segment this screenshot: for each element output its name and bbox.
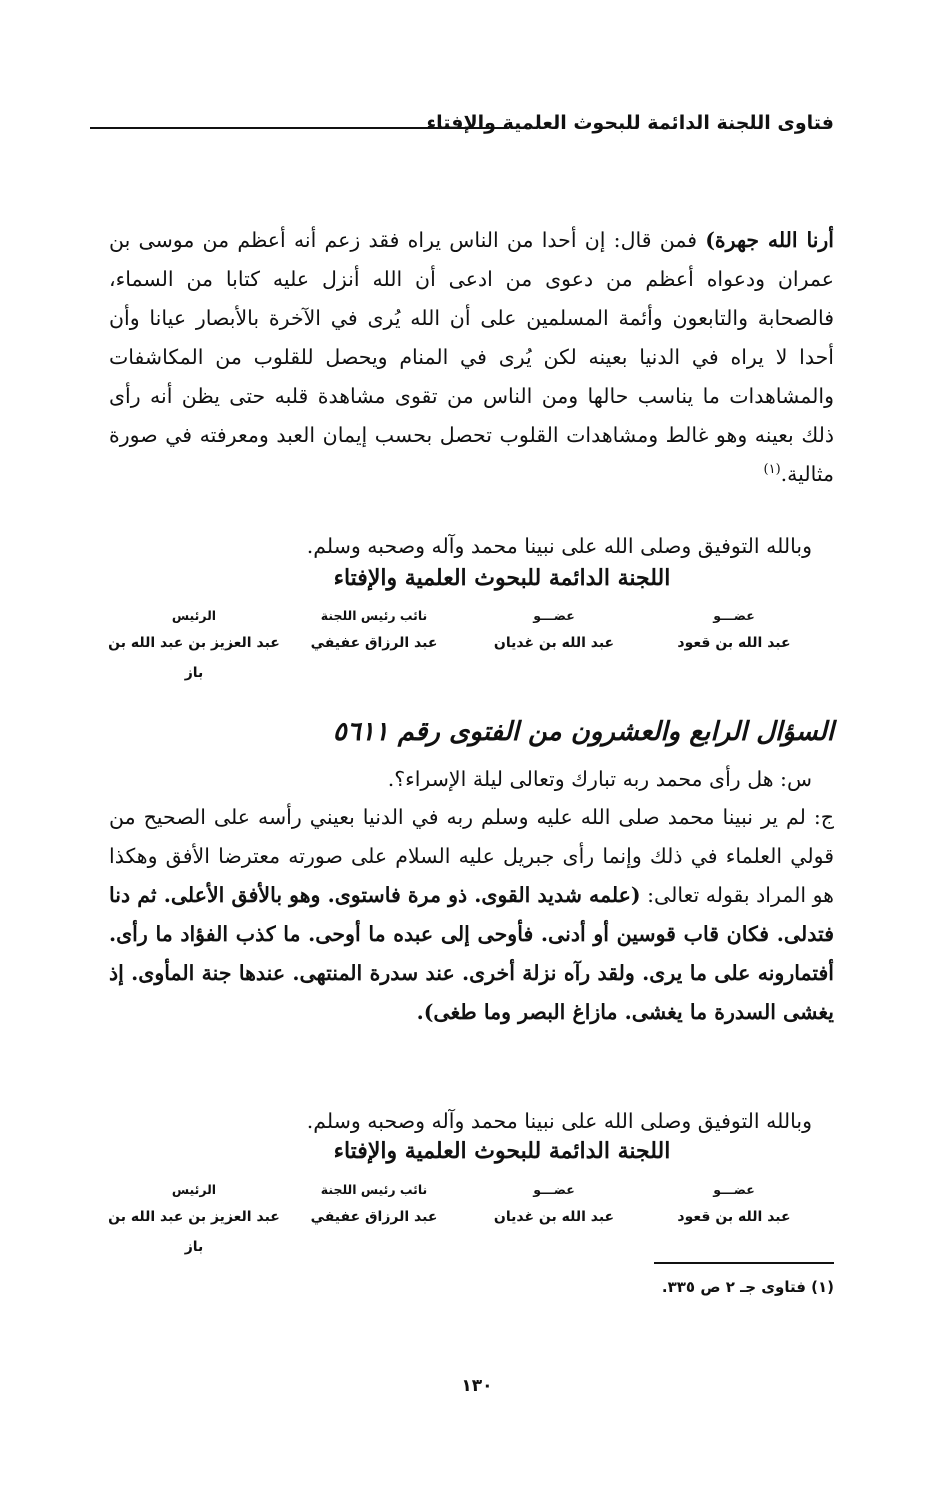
- answer-paragraph: [109, 798, 834, 1032]
- signatory: [464, 604, 644, 664]
- signatory-role: عضـــو: [713, 608, 755, 623]
- footnote: (١) فتاوى جـ ٢ ص ٣٣٥.: [661, 1278, 834, 1296]
- signatory: [464, 1178, 644, 1238]
- signatory-name: عبد الله بن غديان: [493, 635, 615, 651]
- running-header-title: فتاوى اللجنة الدائمة للبحوث العلمية والإفتاء: [426, 112, 834, 134]
- quranic-quote: (علمه شديد القوى. ذو مرة فاستوى. وهو بالأفق الأعلى. ثم دنا فتدلى. فكان قاب قوسين أو أدنى. فأوحى إلى عبده ما أوحى. ما كذب الفؤاد ما رأى. أفتمارونه على ما يرى. ولقد رآه نزلة أخرى. عند سدرة المنتهى. عندها جنة المأوى. إذ يغشى السدرة ما يغشى. مازاغ البصر وما طغى).: [109, 883, 834, 1024]
- page-number: ١٣٠: [461, 1376, 493, 1396]
- paragraph-text: فمن قال: إن أحدا من الناس يراه فقد زعم أنه أعظم من موسى بن عمران ودعواه أعظم من دعوى من ادعى أن الله أنزل عليه كتابا من السماء، فالصحابة والتابعون وأئمة المسلمين على أن الله يُرى في الآخرة بالأبصار عيانا وأن أحدا لا يراه في الدنيا بعينه لكن يُرى في المنام ويحصل للقلوب من المكاشفات والمشاهدات ما يناسب حالها ومن الناس من تقوى مشاهدة قلبه حتى يظن أنه رأى ذلك بعينه وهو غالط ومشاهدات القلوب تحصل بحسب إيمان العبد ومعرفته في صورة مثالية.: [109, 228, 834, 486]
- signatories-block: [104, 1178, 824, 1255]
- verse-ending: أرنا الله جهرة): [705, 228, 834, 252]
- closing-formula: وبالله التوفيق وصلى الله على نبينا محمد وآله وصحبه وسلم.: [306, 534, 812, 558]
- signatory-role: عضـــو: [713, 1182, 755, 1197]
- signatory-name: عبد العزيز بن عبد الله بن باز: [108, 1209, 280, 1255]
- signatory-role: عضـــو: [533, 1182, 575, 1197]
- signatory: [644, 1178, 824, 1238]
- signatory-name: عبد الله بن غديان: [493, 1209, 615, 1225]
- question-text: س: هل رأى محمد ربه تبارك وتعالى ليلة الإسراء؟.: [387, 767, 812, 791]
- closing-formula: وبالله التوفيق وصلى الله على نبينا محمد وآله وصحبه وسلم.: [306, 1109, 812, 1133]
- signatory-role: نائب رئيس اللجنة: [320, 608, 428, 623]
- committee-name: اللجنة الدائمة للبحوث العلمية والإفتاء: [333, 565, 671, 591]
- signatory: [104, 604, 284, 681]
- signatory: [104, 1178, 284, 1255]
- signatory: [644, 604, 824, 664]
- signatory-role: الرئيس: [171, 608, 217, 623]
- signatory-role: عضـــو: [533, 608, 575, 623]
- signatory-role: نائب رئيس اللجنة: [320, 1182, 428, 1197]
- signatory-name: عبد الرزاق عفيفي: [310, 635, 438, 651]
- running-header: [90, 112, 834, 142]
- signatory-name: عبد الرزاق عفيفي: [310, 1209, 438, 1225]
- signatory-name: عبد العزيز بن عبد الله بن باز: [108, 635, 280, 681]
- fatwa-heading: السؤال الرابع والعشرون من الفتوى رقم ٥٦١١: [332, 717, 834, 747]
- fatwa-1-continuation-paragraph: [109, 221, 834, 494]
- committee-name: اللجنة الدائمة للبحوث العلمية والإفتاء: [333, 1138, 671, 1164]
- answer-text: ج: لم ير نبينا محمد صلى الله عليه وسلم ربه في الدنيا بعيني رأسه على الصحيح من قولي العلماء في ذلك وإنما رأى جبريل عليه السلام على صورته معترضا الأفق وهكذا هو المراد بقوله تعالى:: [109, 805, 834, 907]
- signatory: [284, 604, 464, 664]
- signatory: [284, 1178, 464, 1238]
- footnote-rule: [654, 1262, 834, 1264]
- signatory-name: عبد الله بن قعود: [677, 1209, 791, 1225]
- signatory-name: عبد الله بن قعود: [677, 635, 791, 651]
- signatory-role: الرئيس: [171, 1182, 217, 1197]
- signatories-block: [104, 604, 824, 681]
- footnote-reference: (١): [763, 462, 781, 478]
- header-rule: [90, 127, 509, 129]
